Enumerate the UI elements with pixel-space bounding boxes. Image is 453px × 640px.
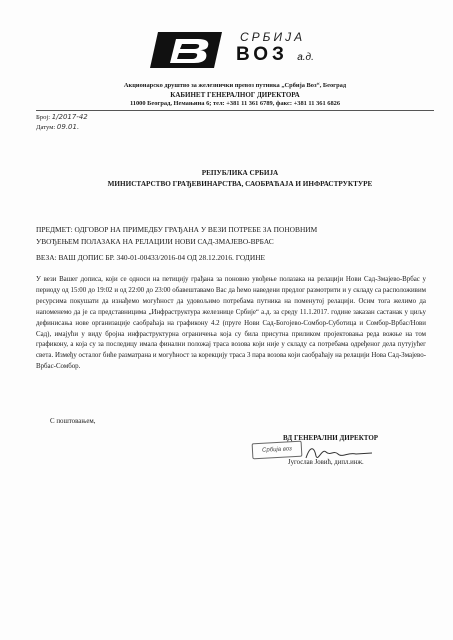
recipient-line-1: РЕПУБЛИКА СРБИЈА (201, 169, 279, 177)
subject-line-2: УВОЂЕЊЕМ ПОЛАЗАКА НА РЕЛАЦИЈИ НОВИ САД-ЗМАЈЕВО-ВРБАС (36, 237, 274, 246)
logo-company-text: ВОЗ а.д. (236, 44, 314, 65)
recipient-line-2: МИНИСТАРСТВО ГРАЂЕВИНАРСТВА, САОБРАЋАЈА И ИНФРАСТРУКТУРЕ (107, 180, 373, 188)
letter-body: У вези Вашег дописа, који се односи на петицију грађана за поновно увођење полазака на релацији Нови Сад-Змајево-Врбас у периоду од 15:00 до 19:02 и од 22:00 до 23:00 обавештавамо Вас да ћемо наведени предлог размотрити и у складу са расположивим ресурсима покушати да изнађемо могућност да удовољимо потребама путника на поменутој релацији. Осим тога желимо да напоменемо да је са представницима „Инфраструктура железнице Србије“ а.д. за среду 11.1.2017. године заказан састанак у циљу дефинисања нове организације саобраћаја на графикону 4.2 (пруге Нови Сад-Богојево-Сомбор-Суботица и Сомбор-Врбас/Нови Сад), имајући у виду бројна инфраструктурна ограничења која су била присутна приликом пројектовања реда вожње на том графикону, а која су за последицу имала финални положај траса возова који није у складу са потребама одређеног дела путујућег света. Између осталог биће разматрана и могућност за корекцију траса 3 пара возова који саобраћају на релацији Нова Сад-Змајево-Врбас-Сомбор. (36, 276, 426, 371)
document-date: Датум: 09.01. (36, 123, 80, 131)
signatory-title: ВД ГЕНЕРАЛНИ ДИРЕКТОР (283, 434, 379, 442)
company-line: Акционарско друштво за железнички превоз путника „Србија Воз“, Београд (123, 82, 347, 89)
header-divider (36, 110, 434, 111)
closing-text: С поштовањем, (50, 418, 96, 425)
srbija-voz-logo-icon (150, 30, 232, 70)
signatory-name: Југослав Јовић, дипл.инж. (288, 459, 364, 466)
reference-number: Број: 1/2017-42 (36, 113, 88, 121)
address-line: 11000 Београд, Немањина 6; тел: +381 11 361 6789, факс: +381 11 361 6826 (129, 100, 341, 107)
official-stamp: Србија воз (252, 441, 303, 460)
office-line: КАБИНЕТ ГЕНЕРАЛНОГ ДИРЕКТОРА (170, 91, 300, 99)
reference-line: ВЕЗА: ВАШ ДОПИС БР. 340-01-00433/2016-04 ОД 28.12.2016. ГОДИНЕ (36, 253, 266, 262)
subject-line-1: ПРЕДМЕТ: ОДГОВОР НА ПРИМЕДБУ ГРАЂАНА У ВЕЗИ ПОТРЕБЕ ЗА ПОНОВНИМ (36, 225, 318, 234)
logo-country-text: СРБИЈА (240, 30, 306, 44)
